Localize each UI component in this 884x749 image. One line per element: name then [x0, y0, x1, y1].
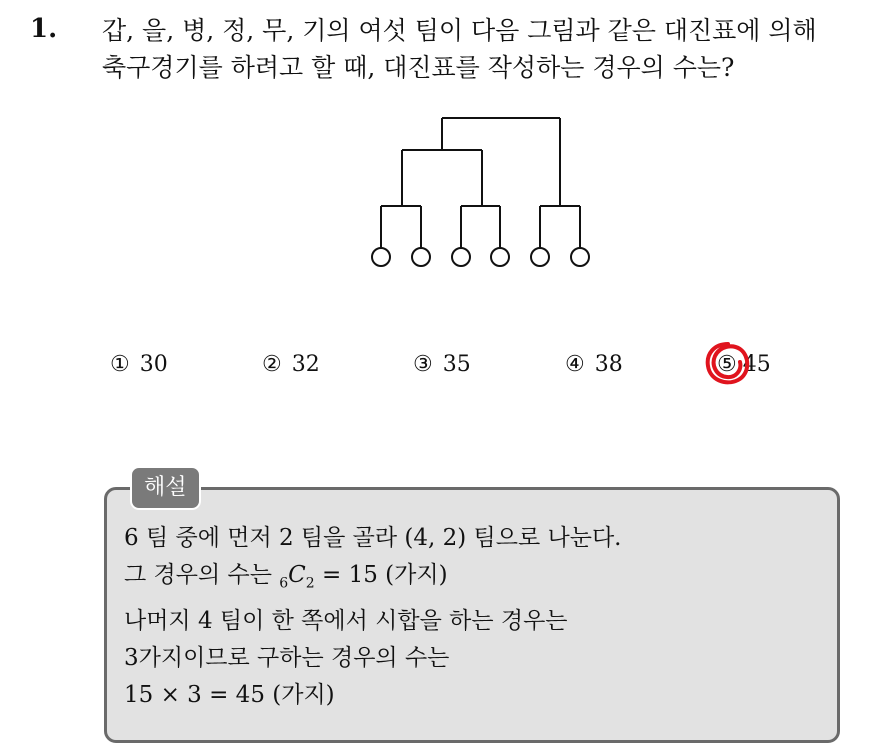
choice-value: 30: [139, 352, 168, 377]
team-node: [412, 248, 430, 266]
question-line-1: 갑, 을, 병, 정, 무, 기의 여섯 팀이 다음 그림과 같은 대진표에 의해: [102, 16, 817, 45]
solution-line-4: 3가지이므로 구하는 경우의 수는: [124, 644, 450, 671]
solution-tag: 해설: [130, 466, 201, 510]
choice-3[interactable]: [413, 352, 471, 377]
choice-mark: ⑤: [717, 352, 737, 377]
choice-value: 35: [442, 352, 471, 377]
team-node: [491, 248, 509, 266]
math-sub-left: 6: [279, 575, 289, 592]
choice-value: 38: [594, 352, 623, 377]
tournament-bracket-diagram: [360, 108, 610, 273]
solution-line-2: [124, 557, 621, 603]
choice-mark: ①: [110, 352, 130, 377]
team-node: [571, 248, 589, 266]
solution-line-2-suffix: = 15 (가지): [314, 562, 448, 588]
choice-mark: ③: [413, 352, 433, 377]
question-text: [102, 12, 872, 86]
team-node: [531, 248, 549, 266]
choice-value: 32: [291, 352, 320, 377]
question-number: 1.: [30, 14, 58, 44]
choice-mark: ②: [262, 352, 282, 377]
choice-4[interactable]: [565, 352, 623, 377]
choice-value: 45: [742, 352, 771, 377]
solution-text: [124, 520, 621, 714]
choice-mark: ④: [565, 352, 585, 377]
team-node: [372, 248, 390, 266]
solution-line-2-prefix: 그 경우의 수는: [124, 562, 280, 588]
solution-line-5: 15 × 3 = 45 (가지): [124, 681, 335, 708]
math-sub-right: 2: [305, 575, 315, 592]
answer-circle-mark: [700, 336, 756, 392]
question-line-2: 축구경기를 하려고 할 때, 대진표를 작성하는 경우의 수는?: [102, 53, 735, 82]
solution-line-1: 6 팀 중에 먼저 2 팀을 골라 (4, 2) 팀으로 나눈다.: [124, 525, 622, 551]
math-var: C: [288, 562, 306, 588]
solution-line-3: 나머지 4 팀이 한 쪽에서 시합을 하는 경우는: [124, 607, 568, 634]
choice-2[interactable]: [262, 352, 320, 377]
team-node: [452, 248, 470, 266]
choice-1[interactable]: [110, 352, 168, 377]
